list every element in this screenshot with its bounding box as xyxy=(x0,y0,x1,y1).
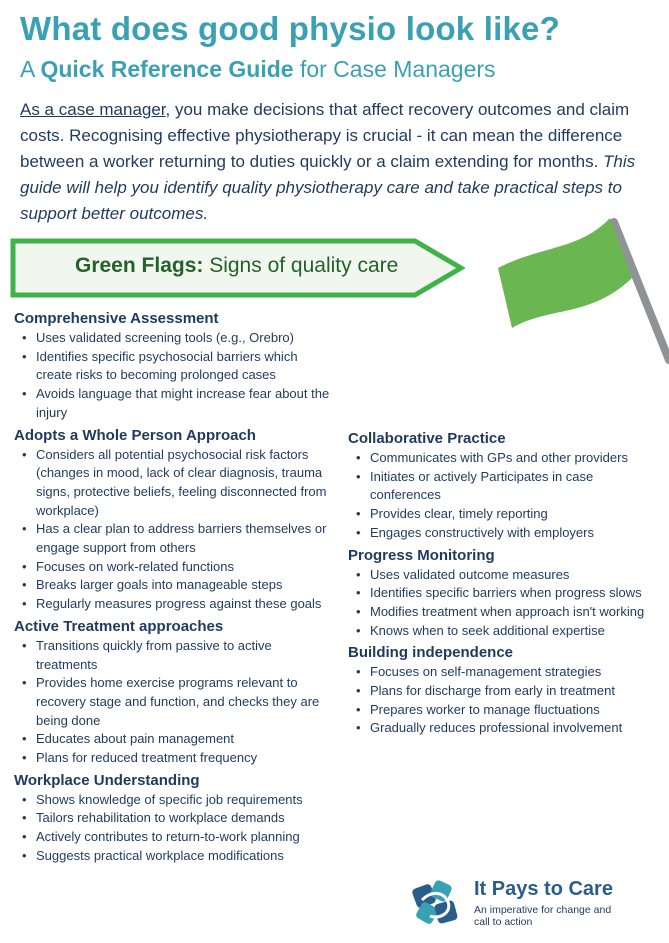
section-workplace-understanding xyxy=(14,770,334,866)
list-item: • Provides clear, timely reporting xyxy=(370,505,648,524)
list-item: • Prepares worker to manage fluctuations xyxy=(370,701,648,720)
list-item: • Shows knowledge of specific job requirements xyxy=(36,791,334,810)
logo-name: It Pays to Care xyxy=(474,878,613,900)
intro-italic: This guide will help you identify quality physiotherapy care and take practical steps to support better outcomes. xyxy=(20,152,636,223)
list-item: • Identifies specific psychosocial barriers which create risks to becoming prolonged cases xyxy=(36,348,334,385)
list-item: • Focuses on work-related functions xyxy=(36,558,334,577)
list-item: • Transitions quickly from passive to active treatments xyxy=(36,637,334,674)
list-item: • Communicates with GPs and other providers xyxy=(370,449,648,468)
section-title: Progress Monitoring xyxy=(348,546,495,564)
list-item: • Plans for reduced treatment frequency xyxy=(36,749,334,768)
section-title: Workplace Understanding xyxy=(14,771,200,789)
section-title: Building independence xyxy=(348,644,514,662)
list-item: • Uses validated screening tools (e.g., Orebro) xyxy=(36,329,334,348)
list-item: • Identifies specific barriers when progress slows xyxy=(370,584,648,603)
list-item: • Breaks larger goals into manageable steps xyxy=(36,576,334,595)
list-item: • Knows when to seek additional expertise xyxy=(370,622,648,641)
list-item: • Educates about pain management xyxy=(36,730,334,749)
list-item: • Provides home exercise programs relevant to recovery stage and function, and checks they are being done xyxy=(36,674,334,730)
list-item: • Avoids language that might increase fear about the injury xyxy=(36,385,334,422)
left-column xyxy=(14,308,334,868)
section-progress-monitoring xyxy=(348,545,648,641)
list-item: • Engages constructively with employers xyxy=(370,524,648,543)
subtitle-bold: Quick Reference Guide xyxy=(40,56,294,82)
list-item: • Has a clear plan to address barriers themselves or engage support from others xyxy=(36,520,334,557)
list-item: • Modifies treatment when approach isn't working xyxy=(370,603,648,622)
logo-mark-icon xyxy=(408,876,464,932)
banner-bold: Green Flags: xyxy=(75,254,204,277)
list-item: • Gradually reduces professional involvement xyxy=(370,719,648,738)
list-item: • Focuses on self-management strategies xyxy=(370,663,648,682)
logo-tagline: An imperative for change and call to action xyxy=(474,904,612,928)
subtitle-suffix: for Case Managers xyxy=(293,56,496,82)
list-item: • Plans for discharge from early in treatment xyxy=(370,682,648,701)
list-item: • Suggests practical workplace modifications xyxy=(36,847,334,866)
section-title: Collaborative Practice xyxy=(348,430,506,447)
list-item: • Actively contributes to return-to-work planning xyxy=(36,828,334,847)
list-item: • Regularly measures progress against these goals xyxy=(36,595,334,614)
banner-heading xyxy=(75,254,398,278)
section-title: Active Treatment approaches xyxy=(14,617,224,635)
section-collaborative-practice xyxy=(348,428,648,543)
list-item: • Initiates or actively Participates in case conferences xyxy=(370,468,648,505)
section-title: Comprehensive Assessment xyxy=(14,310,219,327)
banner-label: Signs of quality care xyxy=(203,254,399,277)
page-title: What does good physio look like? xyxy=(20,10,560,47)
section-comprehensive-assessment xyxy=(14,308,334,423)
intro-paragraph xyxy=(20,97,650,227)
list-item: • Uses validated outcome measures xyxy=(370,566,648,585)
green-flag-icon xyxy=(490,210,669,370)
intro-text: , you make decisions that affect recovery outcomes and claim costs. Recognising effective physiotherapy is crucial - it can mean the difference between a worker returning to duties quickly or a claim extending for months. xyxy=(20,100,630,171)
it-pays-to-care-logo xyxy=(408,876,658,932)
list-item: • Tailors rehabilitation to workplace demands xyxy=(36,809,334,828)
section-building-independence xyxy=(348,642,648,738)
section-active-treatment xyxy=(14,616,334,768)
right-column xyxy=(348,428,648,740)
subtitle-prefix: A xyxy=(20,56,41,82)
section-title: Adopts a Whole Person Approach xyxy=(14,426,256,444)
section-whole-person xyxy=(14,425,334,614)
list-item: • Considers all potential psychosocial risk factors (changes in mood, lack of clear diagnosis, trauma signs, protective beliefs, feeling disconnected from workplace) xyxy=(36,446,334,521)
intro-lead: As a case manager xyxy=(20,100,166,119)
page-subtitle xyxy=(20,56,496,83)
